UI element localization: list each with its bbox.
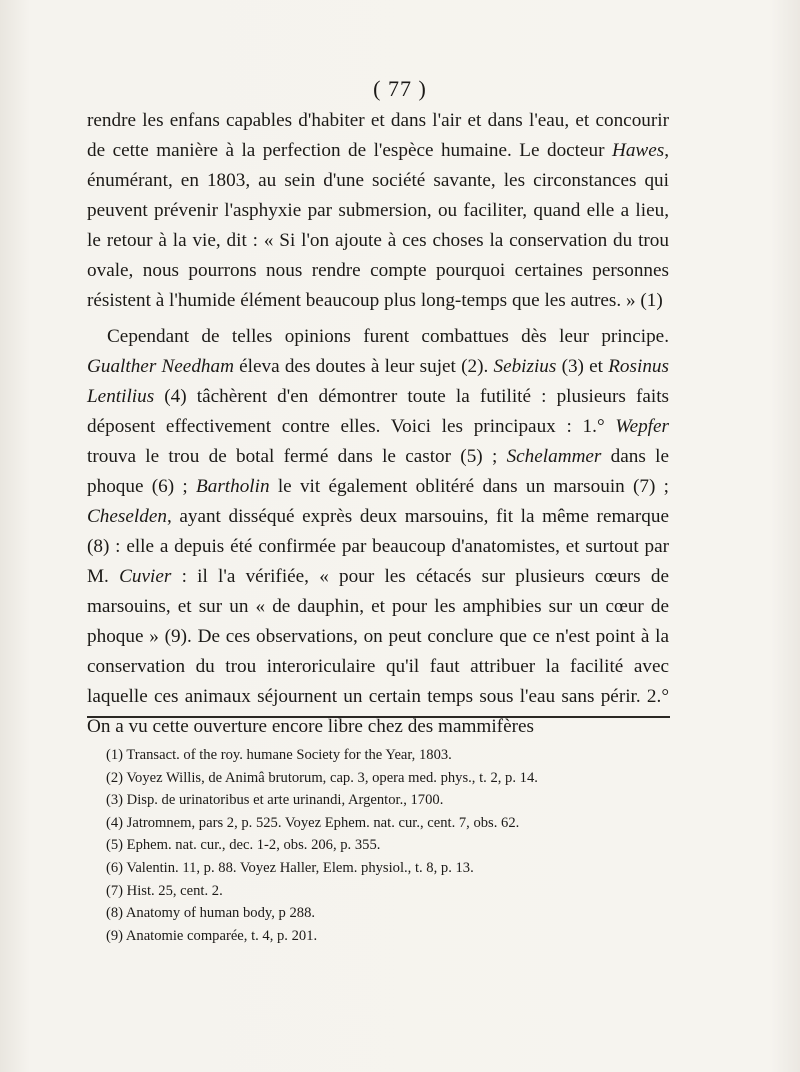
footnote: (2) Voyez Willis, de Animâ brutorum, cap. 3, opera med. phys., t. 2, p. 14. bbox=[106, 769, 538, 786]
footnotes-list bbox=[106, 744, 666, 947]
footnote: (7) Hist. 25, cent. 2. bbox=[106, 882, 223, 899]
footnote: (4) Jatromnem, pars 2, p. 525. Voyez Ephem. nat. cur., cent. 7, obs. 62. bbox=[106, 814, 520, 831]
p2-name-bartholin: Bartholin bbox=[196, 476, 270, 497]
footnote: (8) Anatomy of human body, p 288. bbox=[106, 905, 316, 922]
p2-text-14: , ayant disséqué exprès deux marsouins, fit la même remarque (8) : elle a depuis été confirmée par beaucoup d'anatomistes, et surtout par M. bbox=[87, 506, 669, 587]
p2-text-16: : il l'a vérifiée, « pour les cétacés sur plusieurs cœurs de marsouins, et sur un « de dauphin, et pour les amphibies sur un cœur de phoque » (9). De ces observations, on peut conclure que ce n'est point à la conservation du trou interoriculaire qu'il faut attribuer la facilité avec laquelle ces animaux séjournent un certain temps sous l'eau sans périr. 2.° On a vu cette ouverture encore libre chez des mammifères bbox=[87, 566, 670, 737]
p2-name-sebizius: Sebizius bbox=[493, 356, 557, 377]
p2-text-6: (4) tâchèrent d'en démontrer toute la futilité : plusieurs faits déposent effectivement contre elles. Voici les principaux : 1.° bbox=[87, 386, 669, 437]
p1-text-1: rendre les enfans capables d'habiter et dans l'air et dans l'eau, et concourir de cette manière à la perfection de l'espèce humaine. Le docteur bbox=[87, 110, 669, 161]
p2-text-2: éleva des doutes à leur sujet (2). bbox=[233, 356, 494, 377]
footnote: (3) Disp. de urinatoribus et arte urinandi, Argentor., 1700. bbox=[106, 792, 444, 809]
p2-name-wepfer: Wepfer bbox=[615, 416, 669, 437]
paragraph-2 bbox=[87, 322, 669, 742]
footnote: (6) Valentin. 11, p. 88. Voyez Haller, Elem. physiol., t. 8, p. 13. bbox=[106, 859, 474, 876]
p2-text-12: le vit également oblitéré dans un marsouin (7) ; bbox=[269, 476, 669, 497]
p2-name-lentilius: Rosinus Lentilius bbox=[87, 356, 669, 407]
p2-text-4: (3) et bbox=[556, 356, 609, 377]
footnote: (9) Anatomie comparée, t. 4, p. 201. bbox=[106, 927, 318, 944]
p2-text-0: Cependant de telles opinions furent combattues dès leur principe. bbox=[107, 326, 669, 347]
footnote-divider bbox=[87, 716, 670, 718]
page-number: ( 77 ) bbox=[373, 76, 427, 101]
p2-text-8: trouva le trou de botal fermé dans le castor (5) ; bbox=[87, 446, 507, 467]
p2-name-schelammer: Schelammer bbox=[506, 446, 602, 467]
p1-name-hawes: Hawes bbox=[611, 140, 665, 161]
body-text bbox=[87, 106, 669, 742]
p2-name-needham: Gualther Needham bbox=[87, 356, 234, 377]
footnote: (5) Ephem. nat. cur., dec. 1-2, obs. 206, p. 355. bbox=[106, 837, 381, 854]
paragraph-1 bbox=[87, 106, 669, 316]
footnote: (1) Transact. of the roy. humane Society for the Year, 1803. bbox=[106, 747, 452, 763]
p1-text-2: , énumérant, en 1803, au sein d'une société savante, les circonstances qui peuvent prévenir l'asphyxie par submersion, ou faciliter, quand elle a lieu, le retour à la vie, dit : « Si l'on ajoute à ces choses la conservation du trou ovale, nous pourrons nous rendre compte pourquoi certaines personnes résistent à l'humide élément beaucoup plus long-temps que les autres. » (1) bbox=[87, 140, 669, 311]
p2-name-cheselden: Cheselden bbox=[87, 506, 167, 527]
p2-text-10: dans le phoque (6) ; bbox=[87, 446, 669, 497]
p2-name-cuvier: Cuvier bbox=[119, 566, 172, 587]
